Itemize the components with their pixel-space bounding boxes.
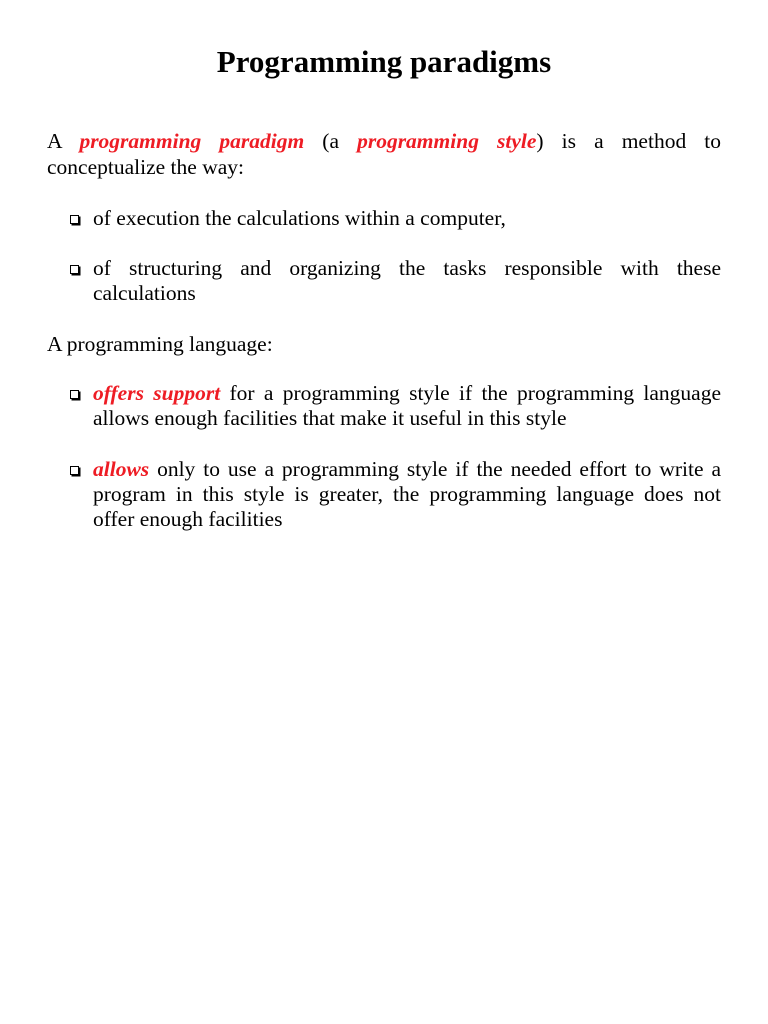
intro-paragraph: [47, 128, 721, 180]
term-offers-support: offers support: [93, 381, 221, 405]
intro-prefix: A: [47, 129, 80, 153]
list-item-body: for a programming style if the programming language allows enough facilities that make it useful in this style: [93, 381, 721, 430]
language-heading: A programming language:: [47, 332, 273, 356]
list-item-text: of execution the calculations within a computer,: [93, 206, 506, 230]
list-item-body: only to use a programming style if the needed effort to write a program in this style is greater, the programming language does not offer enough facilities: [93, 457, 721, 531]
hollow-square-bullet-icon: [70, 390, 79, 399]
list-item-text: [93, 457, 721, 532]
list-item: [70, 206, 721, 231]
list-item: [70, 256, 721, 306]
term-allows: allows: [93, 457, 150, 481]
term-programming-paradigm: programming paradigm: [79, 129, 305, 153]
list-item: [70, 381, 721, 431]
term-programming-style: programming style: [357, 129, 537, 153]
hollow-square-bullet-icon: [70, 215, 79, 224]
list-item: [70, 457, 721, 532]
intro-middle: (a: [304, 129, 358, 153]
hollow-square-bullet-icon: [70, 466, 79, 475]
intro-suffix: ) is a method to conceptualize the way:: [47, 129, 722, 179]
page-title: Programming paradigms: [216, 44, 552, 79]
list-item-text: [93, 381, 721, 431]
list-item-text: of structuring and organizing the tasks responsible with these calculations: [93, 256, 721, 305]
hollow-square-bullet-icon: [70, 265, 79, 274]
